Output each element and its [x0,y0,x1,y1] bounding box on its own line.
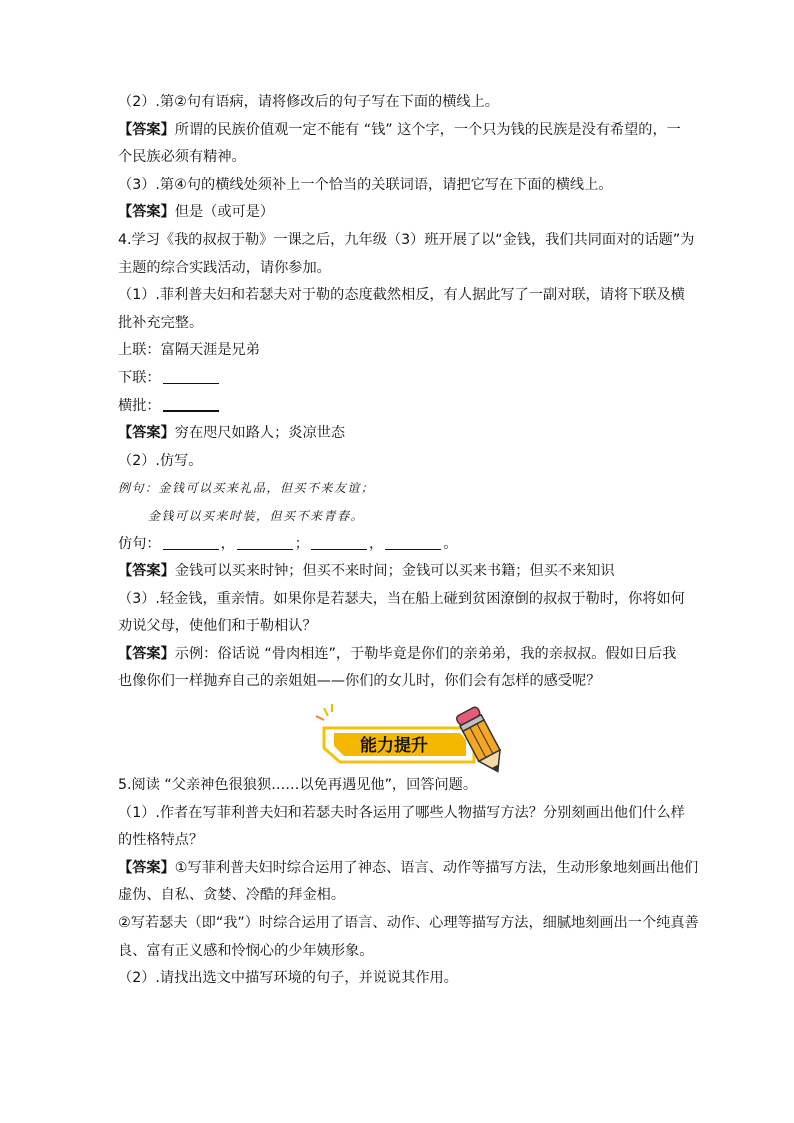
answer-4-2-line-2: 个民族必须有精神。 [118,149,246,166]
sparkle-icon [316,704,332,720]
answer-text: ①写菲利普夫妇时综合运用了神态、语言、动作等描写方法，生动形象地刻画出他们 [174,859,699,876]
question-4-2: （2）.第②句有语病，请将修改后的句子写在下面的横线上。 [118,94,499,110]
question-4-line-2: 主题的综合实践活动，请你参加。 [118,259,331,276]
document-page-lower [118,775,699,996]
hengpi-blank [163,396,219,412]
answer-5-1-line-1 [118,858,699,878]
fangju [118,534,684,554]
fangju-blank-2 [237,535,293,550]
xialian-blank [163,369,219,384]
answer-5-1-line-4: 良、富有正义感和怜悯心的少年姨形象。 [118,942,374,959]
question-4-2b: （2）.仿写。 [118,452,203,469]
answer-label: 【答案】 [118,425,175,442]
fangju-blank-3 [311,535,367,550]
question-4-1-line-2: 批补充完整。 [118,314,204,331]
hengpi [118,396,684,416]
document-page [118,92,695,699]
answer-4-3 [118,202,684,222]
fangju-label: 仿句： [118,535,161,552]
fangju-blank-1 [163,535,219,550]
question-4-3: （3）.第④句的横线处须补上一个恰当的关联词语，请把它写在下面的横线上。 [118,176,613,193]
example-line-2: 金钱可以买来时装，但买不来青春。 [148,508,365,523]
answer-label: 【答案】 [118,645,175,662]
example-line-1: 例句：金钱可以买来礼品，但买不来友谊； [118,481,375,496]
separator: ； [294,535,309,552]
question-5-1-line-2: 的性格特点？ [118,832,204,849]
answer-label: 【答案】 [118,859,175,876]
question-5-2: （2）.请找出选文中描写环境的句子，并说说其作用。 [118,970,458,987]
hengpi-label: 横批： [118,397,161,414]
answer-4-2b [118,561,684,581]
answer-text: 所谓的民族价值观一定不能有 “钱” 这个字，一个只为钱的民族是没有希望的，一 [174,121,681,138]
question-4-1-line-1: （1）.菲利普夫妇和若瑟夫对于勒的态度截然相反，有人据此写了一副对联，请将下联及横 [118,287,685,304]
answer-text: 示例：俗话说 “骨肉相连”，于勒毕竟是你们的亲弟弟，我的亲叔叔。假如日后我 [174,645,677,662]
question-4-3b-line-1: （3）.轻金钱，重亲情。如果你是若瑟夫，当在船上碰到贫困潦倒的叔叔于勒时，你将如何 [118,590,685,607]
fangju-blank-4 [385,535,441,550]
separator: ， [220,535,235,552]
answer-5-1-line-2: 虚伪、自私、贪婪、冷酷的拜金相。 [118,887,346,904]
answer-5-1-line-3: ②写若瑟夫（即“我”）时综合运用了语言、动作、心理等描写方法，细腻地刻画出一个纯真善 [118,914,699,931]
answer-4-1 [118,423,684,443]
banner-title: 能力提升 [360,736,428,756]
ability-banner [310,700,506,774]
question-5: 5.阅读 “父亲神色很狼狈……以免再遇见他”，回答问题。 [118,777,478,793]
xialian [118,368,684,388]
question-4-line-1: 4.学习《我的叔叔于勒》一课之后，九年级（3）班开展了以“金钱，我们共同面对的话题”为 [118,231,695,248]
answer-label: 【答案】 [118,121,175,138]
separator: ， [368,535,384,552]
answer-4-3b-line-1 [118,644,684,664]
answer-label: 【答案】 [118,563,175,580]
answer-text: 但是（或可是） [174,204,275,221]
question-5-1-line-1: （1）.作者在写菲利普夫妇和若瑟夫时各运用了哪些人物描写方法？分别刻画出他们什么样 [118,804,685,821]
answer-4-2-line-1 [118,120,684,140]
answer-label: 【答案】 [118,204,175,221]
xialian-label: 下联： [118,369,161,386]
separator: 。 [443,535,458,552]
answer-text: 金钱可以买来时钟；但买不来时间；金钱可以买来书籍；但买不来知识 [174,563,615,580]
banner-graphic [310,700,506,774]
shanglian: 上联：富隔天涯是兄弟 [118,342,260,359]
answer-4-3b-line-2: 也像你们一样抛弃自己的亲姐姐——你们的女儿时，你们会有怎样的感受呢？ [118,673,601,690]
question-4-3b-line-2: 劝说父母，使他们和于勒相认？ [118,618,317,635]
answer-text: 穷在咫尺如路人；炎凉世态 [174,425,346,442]
